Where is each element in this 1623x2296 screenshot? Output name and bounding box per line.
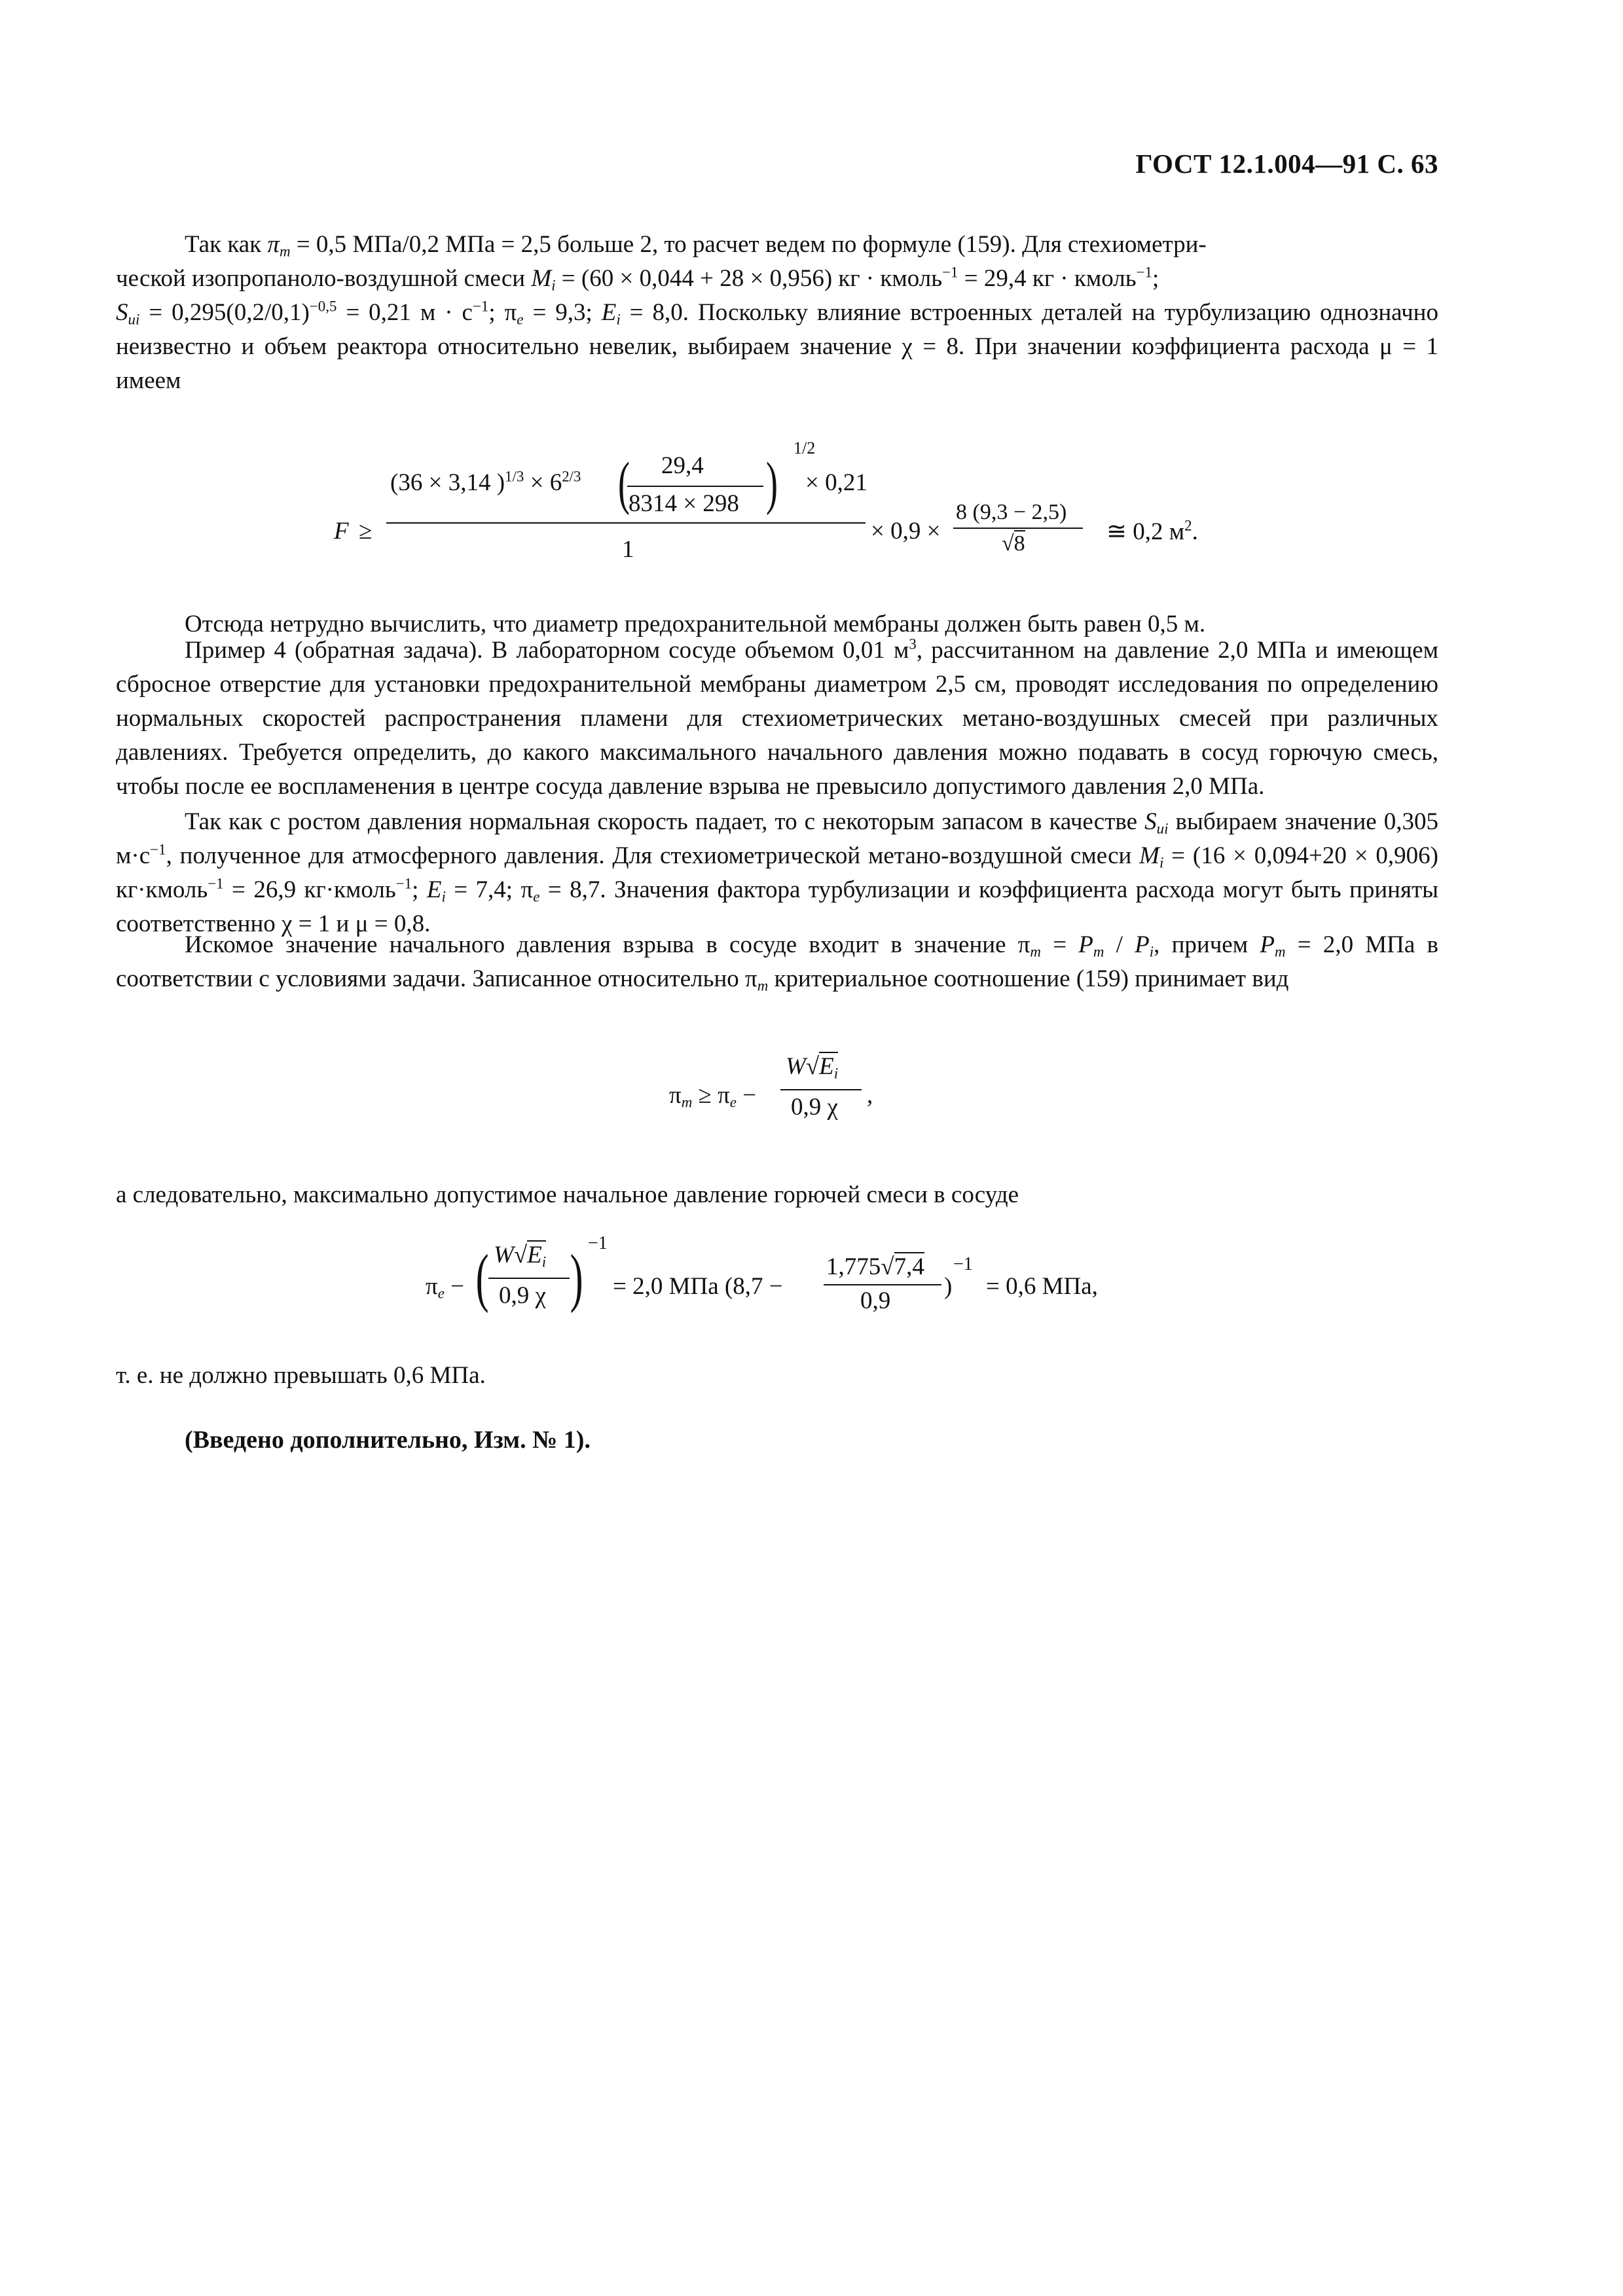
text: = 9,3; <box>523 299 602 326</box>
paragraph-5: Искомое значение начального давления взрыва в сосуде входит в значение $\pi_m = P_m / P_i$, причем $P_m = 2,0$ МПа в соответствии с условиями задачи. Записанное относительно $\pi_m$ критериальное соотношение (159) принимает вид <box>116 931 1439 994</box>
formula-num-d: × 0,21 <box>805 469 867 496</box>
formula-main-line <box>386 522 866 524</box>
formula3-num2: 1,775√7,4 <box>826 1253 924 1280</box>
formula3-exp: −1 <box>588 1233 608 1253</box>
subscript: i <box>551 277 556 294</box>
formula-paren-right: ) <box>765 451 778 516</box>
formula-exp: 1/2 <box>793 439 816 457</box>
exponent: −1 <box>1136 264 1153 281</box>
text: ; <box>1152 265 1159 292</box>
formula2-den: 0,9 χ <box>791 1094 838 1121</box>
formula-frac-den: 8314 × 298 <box>629 490 739 517</box>
paragraph-3: Пример 4 (обратная задача). В лабораторном сосуде объемом 0,01 $м^3$, рассчитанном на давление 2,0 МПа и имеющем сбросное отверстие для установки предохранительной мембраны диаметром 2,5 см, проводят исследования по определению нормальных скоростей распространения пламени для стехиометрических метано-воздушных смесей при различных давлениях. Требуется определить, до какого максимального начального давления можно подавать в сосуд горючую смесь, чтобы после ее воспламенения в центре сосуда давление взрыва не превысило допустимого давления 2,0 МПа. <box>116 636 1438 800</box>
formula3-eq2: = 0,6 МПа, <box>986 1273 1098 1300</box>
formula-frac-line <box>627 486 763 487</box>
text: = 0,21 м · с <box>337 299 473 326</box>
exponent: −0,5 <box>309 298 337 315</box>
paragraph-6: а следовательно, максимально допустимое начальное давление горючей смеси в сосуде <box>116 1181 1019 1208</box>
subscript: i <box>616 311 621 328</box>
formula-sqrt: √8 <box>1002 531 1025 556</box>
formula-frac2-line <box>953 528 1083 529</box>
formula2-num: $W√E_i$ <box>786 1053 839 1082</box>
formula-geq: ≥ <box>359 518 373 545</box>
formula3-frac-line <box>488 1278 570 1279</box>
formula-paren-left: ( <box>617 451 630 516</box>
formula-3 <box>0 1230 1623 1342</box>
formula-F: F <box>334 518 349 545</box>
exponent: −1 <box>472 298 489 315</box>
formula2-frac-line <box>780 1089 862 1090</box>
subscript: m <box>279 243 291 260</box>
formula-numerator-a: (36 × 3,14 )$^{1/3} \times 6^{2/3}$ <box>390 468 581 496</box>
paragraph-7: т. е. не должно превышать 0,6 МПа. <box>116 1362 486 1389</box>
formula3-lhs: $\pi_e$ − <box>426 1273 464 1302</box>
formula3-frac2-line <box>824 1284 941 1285</box>
formula3-eq1: = 2,0 МПа (8,7 − <box>613 1273 783 1300</box>
text: ; π <box>488 299 517 326</box>
text: = 0,295(0,2/0,1) <box>139 299 310 326</box>
formula-result: ≅ 0,2 $м^2$. <box>1106 517 1198 545</box>
text: = (60 × 0,044 + 28 × 0,956) кг · кмоль <box>555 265 943 292</box>
formula-mul: × 0,9 × <box>871 518 941 545</box>
text: = 29,4 кг · кмоль <box>958 265 1137 292</box>
formula3-num: $W√E_i$ <box>494 1242 547 1270</box>
subscript: ui <box>128 311 140 328</box>
paragraph-2: Отсюда нетрудно вычислить, что диаметр предохранительной мембраны должен быть равен 0,5 м. <box>185 611 1206 637</box>
text: Так как <box>185 231 268 258</box>
symbol-S: S <box>116 299 128 326</box>
formula3-exp2: −1 <box>953 1254 973 1274</box>
formula3-paren-right: ) <box>570 1241 583 1314</box>
subscript: e <box>517 311 524 328</box>
formula3-close: ) <box>944 1273 953 1300</box>
page-header: ГОСТ 12.1.004—91 С. 63 <box>1135 149 1438 179</box>
formula-frac-num: 29,4 <box>661 452 704 479</box>
symbol-pi: π <box>267 231 280 258</box>
formula3-paren-left: ( <box>475 1241 489 1314</box>
formula2-lhs: $\pi_m \ge \pi_e$ − <box>669 1082 757 1111</box>
formula-frac2-num: 8 (9,3 − 2,5) <box>956 500 1067 524</box>
exponent: −1 <box>942 264 958 281</box>
formula-1 <box>0 439 1623 576</box>
formula-den: 1 <box>622 536 634 563</box>
symbol-E: E <box>601 299 617 326</box>
text: ческой изопропаноло-воздушной смеси <box>116 265 532 292</box>
amendment-note: (Введено дополнительно, Изм. № 1). <box>185 1426 591 1454</box>
formula3-den2: 0,9 <box>860 1287 891 1314</box>
text: = 8,0. Поскольку влияние встроенных деталей на турбулизацию однозначно неизвестно и объем реактора относительно невелик, выбираем значение χ = 8. При значении коэффициента расхода μ = 1 имеем <box>116 299 1438 394</box>
symbol-M: M <box>531 265 552 292</box>
formula3-den: 0,9 χ <box>499 1282 546 1309</box>
formula2-end: , <box>867 1082 873 1109</box>
formula-2 <box>0 1047 1623 1139</box>
paragraph-4: Так как с ростом давления нормальная скорость падает, то с некоторым запасом в качестве $S_{ui}$ выбираем значение 0,305 $м\cdot с^{-1}$, полученное для атмосферного давления. Для стехиометрической метано-воздушной смеси $M_i = (16 \times 0,094+20 \times 0,906)$ кг·кмоль$^{-1}$ = 26,9 кг·кмоль$^{-1}$; $E_i = 7,4$; $\pi_e = 8,7$. Значения фактора турбулизации и коэффициента расхода могут быть приняты соответственно χ = 1 и μ = 0,8. <box>116 808 1439 937</box>
text: = 0,5 МПа/0,2 МПа = 2,5 больше 2, то расчет ведем по формуле (159). Для стехиометри- <box>290 231 1207 258</box>
paragraph-1 <box>116 228 1438 398</box>
